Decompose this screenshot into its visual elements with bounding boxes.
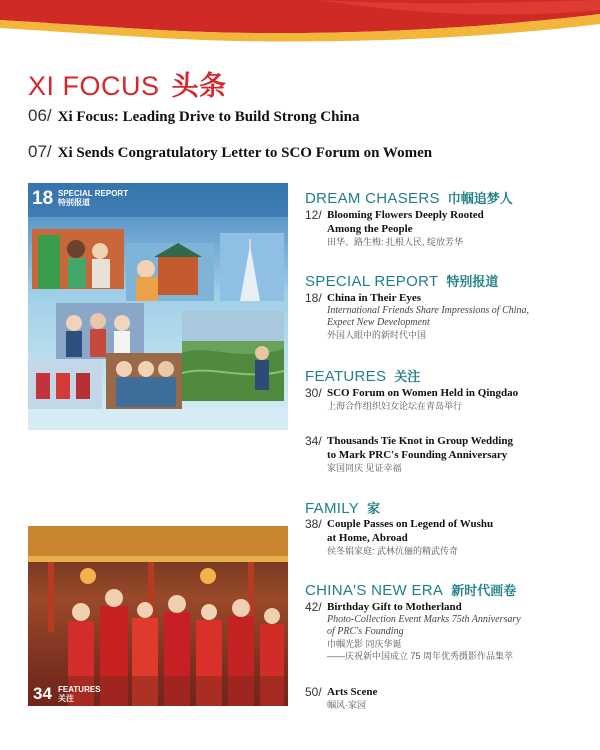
category-dream-chasers [305, 188, 513, 208]
lead-article-06[interactable] [28, 106, 360, 126]
category-label-zh: 巾帼追梦人 [447, 191, 513, 206]
section-title-zh: 头条 [171, 71, 227, 101]
page-number: 34/ [305, 434, 322, 448]
features-photo-label-en: FEATURES [58, 685, 101, 694]
lead-title: Xi Focus: Leading Drive to Build Strong China [57, 109, 360, 125]
section-title-en: XI FOCUS [28, 71, 160, 101]
special-photo-label [58, 189, 128, 207]
item-title-line2: to Mark PRC's Founding Anniversary [327, 449, 508, 461]
top-banner [0, 0, 600, 50]
item-title-zh-line2: ——庆祝新中国成立 75 周年优秀摄影作品集萃 [327, 651, 514, 661]
page-number: 38/ [305, 517, 322, 531]
item-title-zh: 帼风·家园 [327, 700, 366, 710]
toc-item-50[interactable] [305, 685, 595, 711]
category-features [305, 366, 420, 386]
item-subtitle-line2: Expect New Development [327, 317, 430, 328]
item-title: China in Their Eyes [327, 292, 422, 304]
category-label-en: FEATURES [305, 368, 387, 385]
item-subtitle: International Friends Share Impressions of China, [327, 305, 530, 316]
features-photo-page-number: 34 [33, 684, 52, 703]
special-report-photo[interactable] [28, 183, 288, 430]
category-label-en: FAMILY [305, 500, 360, 517]
item-title-zh: 家国同庆 见证幸福 [327, 463, 402, 473]
toc-item-30[interactable] [305, 386, 595, 412]
toc-item-12[interactable] [305, 208, 595, 248]
page-number: 18/ [305, 291, 322, 305]
features-photo-label [58, 685, 101, 703]
toc-item-38[interactable] [305, 517, 595, 557]
page-number: 42/ [305, 600, 322, 614]
page-number: 06/ [28, 106, 52, 125]
category-label-zh: 关注 [394, 369, 421, 384]
item-subtitle: Photo-Collection Event Marks 75th Anniversary [327, 614, 521, 625]
item-title-line2: at Home, Abroad [327, 532, 408, 544]
features-photo[interactable] [28, 526, 288, 706]
features-photo-label-zh: 关注 [58, 694, 74, 703]
item-title-line2: Among the People [327, 223, 413, 235]
item-title: Blooming Flowers Deeply Rooted [327, 209, 484, 221]
page-number: 07/ [28, 142, 52, 161]
category-label-en: SPECIAL REPORT [305, 273, 439, 290]
item-subtitle-line2: of PRC's Founding [327, 626, 404, 637]
section-title [28, 64, 227, 103]
item-title: SCO Forum on Women Held in Qingdao [327, 387, 519, 399]
item-title-zh: 巾帼光影 同庆华诞 [327, 639, 402, 649]
item-title: Couple Passes on Legend of Wushu [327, 518, 494, 530]
page-number: 50/ [305, 685, 322, 699]
category-label-en: CHINA'S NEW ERA [305, 582, 444, 599]
category-family [305, 498, 380, 518]
category-label-zh: 特别报道 [446, 274, 499, 289]
toc-item-42[interactable] [305, 600, 595, 662]
item-title: Arts Scene [327, 686, 378, 698]
lead-article-07[interactable] [28, 142, 432, 162]
special-photo-page-number: 18 [32, 188, 54, 209]
category-label-zh: 家 [367, 501, 381, 516]
category-special-report [305, 271, 498, 291]
special-photo-label-zh: 特别报道 [58, 198, 90, 207]
item-title-zh: 上海合作组织妇女论坛在青岛举行 [327, 401, 463, 411]
page-number: 30/ [305, 386, 322, 400]
item-title: Birthday Gift to Motherland [327, 601, 462, 613]
category-china-new-era [305, 580, 516, 600]
item-title-zh: 侯冬娟家庭: 武林伉俪的精武传奇 [327, 546, 459, 556]
item-title-zh: 外国人眼中的新时代中国 [327, 330, 427, 340]
category-label-zh: 新时代画卷 [451, 583, 517, 598]
toc-item-18[interactable] [305, 291, 595, 341]
category-label-en: DREAM CHASERS [305, 190, 440, 207]
page-number: 12/ [305, 208, 322, 222]
special-photo-label-en: SPECIAL REPORT [58, 189, 129, 198]
item-title: Thousands Tie Knot in Group Wedding [327, 435, 513, 447]
toc-item-34[interactable] [305, 434, 595, 474]
item-title-zh: 田华、路生梅: 扎根人民, 绽放芳华 [327, 237, 464, 247]
lead-title: Xi Sends Congratulatory Letter to SCO Forum on Women [57, 145, 433, 161]
